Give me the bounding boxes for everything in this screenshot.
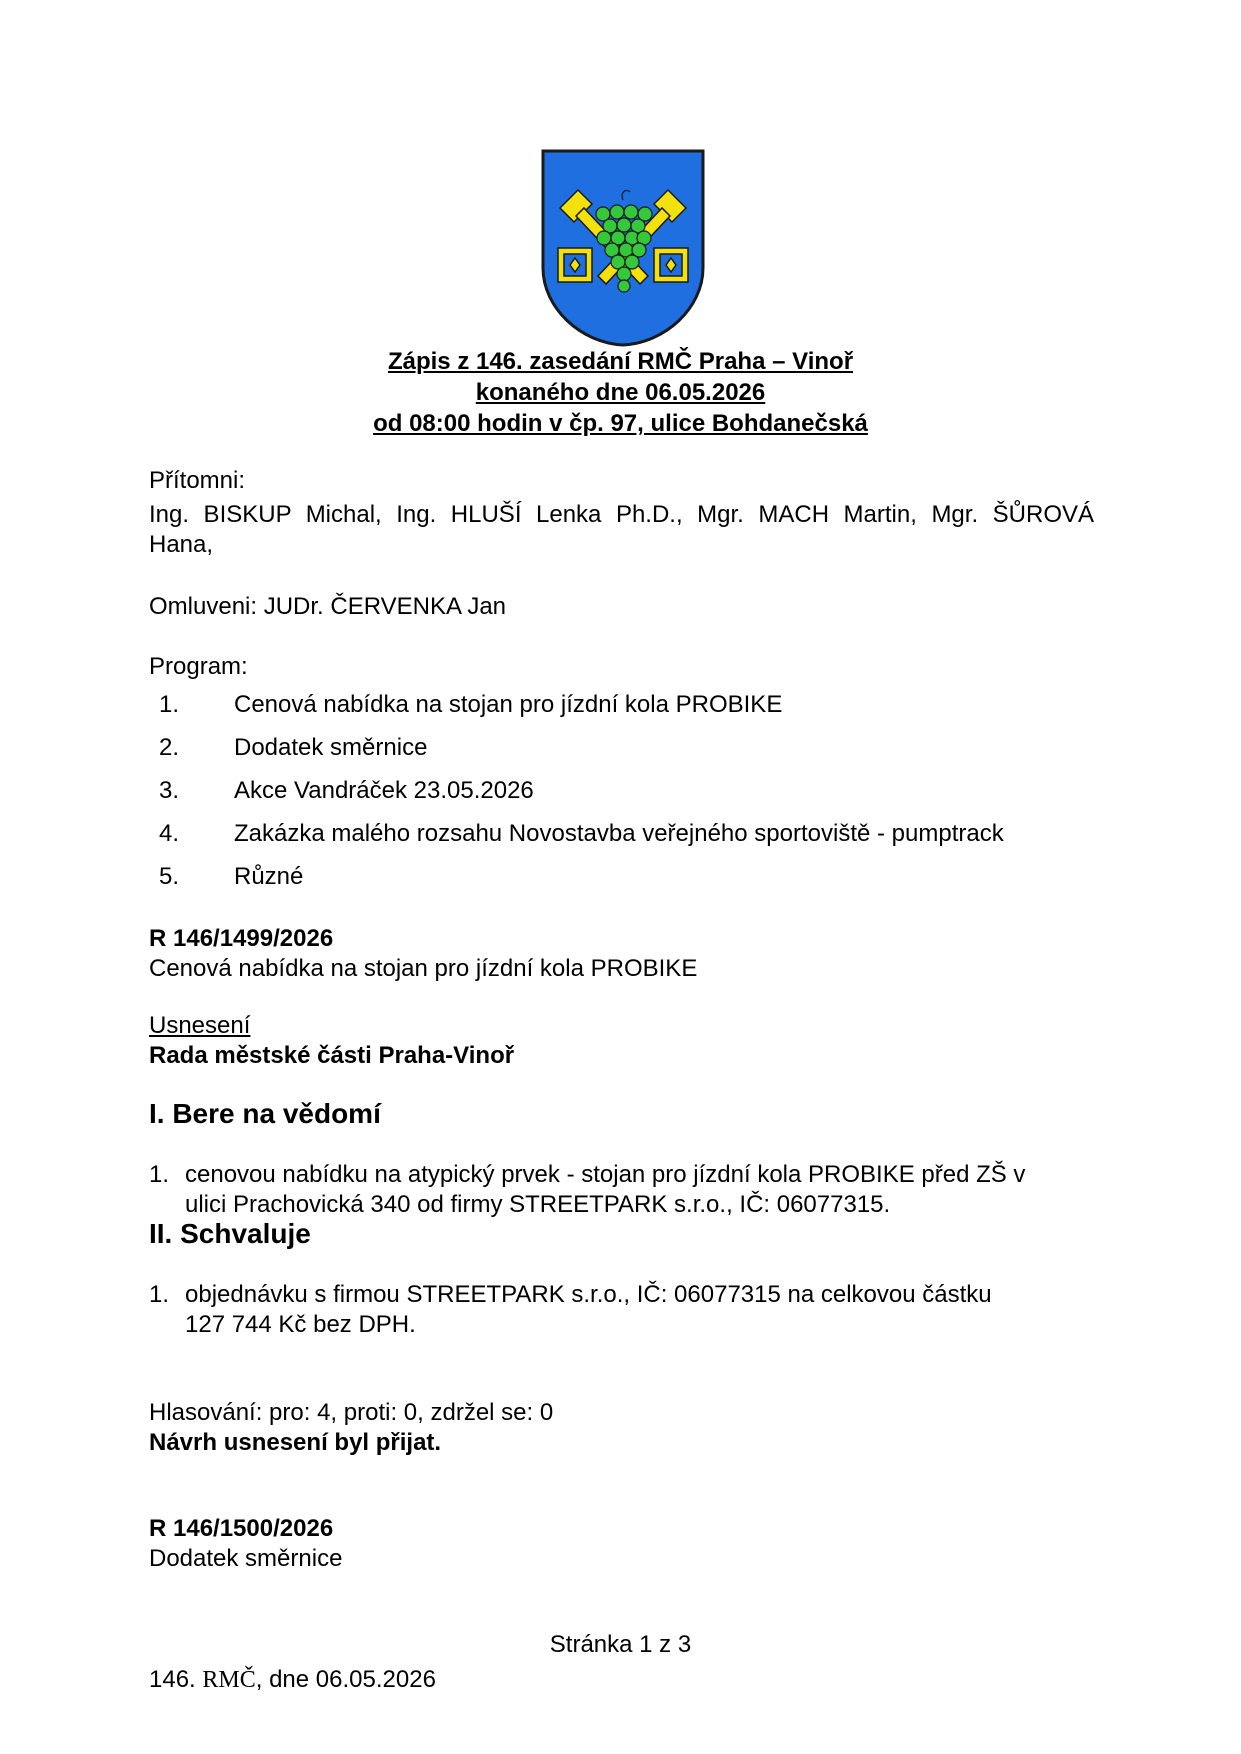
title-line-1: Zápis z 146. zasedání RMČ Praha – Vinoř [387, 348, 854, 375]
resolution-outcome: Návrh usnesení byl přijat. [149, 1429, 442, 1456]
program-item-number: 2. [159, 734, 180, 761]
resolution-number-2: R 146/1500/2026 [149, 1515, 334, 1542]
program-label: Program: [149, 653, 248, 680]
list-item-line-2: ulici Prachovická 340 od firmy STREETPARK s.r.o., IČ: 06077315. [185, 1191, 891, 1218]
resolution-subject-2: Dodatek směrnice [149, 1545, 343, 1572]
list-item-number: 1. [149, 1281, 170, 1308]
resolution-number: R 146/1499/2026 [149, 925, 334, 952]
program-item-number: 3. [159, 777, 180, 804]
section-heading-noted: I. Bere na vědomí [149, 1098, 381, 1129]
council-name: Rada městské části Praha-Vinoř [149, 1042, 515, 1069]
present-names: Ing. BISKUP Michal, Ing. HLUŠÍ Lenka Ph.D., Mgr. MACH Martin, Mgr. ŠŮROVÁ [149, 501, 1094, 528]
footer-rmc: RMČ [202, 1667, 256, 1693]
list-item-number: 1. [149, 1161, 170, 1188]
title-line-3: od 08:00 hodin v čp. 97, ulice Bohdanečská [373, 410, 868, 437]
program-item-number: 5. [159, 863, 180, 890]
coat-of-arms-logo [540, 148, 706, 348]
resolution-subject: Cenová nabídka na stojan pro jízdní kola PROBIKE [149, 955, 698, 982]
excused-members: Omluveni: JUDr. ČERVENKA Jan [149, 593, 507, 620]
program-item-number: 4. [159, 820, 180, 847]
program-item-text: Zakázka malého rozsahu Novostavba veřejného sportoviště - pumptrack [234, 820, 1004, 847]
footer-date: , dne 06.05.2026 [255, 1666, 436, 1693]
program-item-text: Cenová nabídka na stojan pro jízdní kola PROBIKE [234, 691, 783, 718]
footer-meeting-number: 146. [149, 1666, 196, 1693]
footer-meeting-date [149, 1665, 436, 1695]
present-label: Přítomni: [149, 467, 246, 494]
program-item-number: 1. [159, 691, 180, 718]
list-item-line-2: 127 744 Kč bez DPH. [185, 1311, 416, 1338]
program-item-text: Akce Vandráček 23.05.2026 [234, 777, 534, 804]
section-heading-approves: II. Schvaluje [149, 1218, 311, 1249]
program-item-text: Různé [234, 863, 304, 890]
page-number: Stránka 1 z 3 [549, 1631, 692, 1658]
program-item-text: Dodatek směrnice [234, 734, 428, 761]
usneseni-label: Usnesení [149, 1012, 251, 1039]
title-line-2: konaného dne 06.05.2026 [475, 379, 766, 406]
present-names-cont: Hana, [149, 531, 214, 558]
list-item-line-1: cenovou nabídku na atypický prvek - stojan pro jízdní kola PROBIKE před ZŠ v [185, 1161, 1026, 1188]
list-item-line-1: objednávku s firmou STREETPARK s.r.o., IČ: 06077315 na celkovou částku [185, 1281, 992, 1308]
document-title [0, 346, 1241, 439]
vote-result: Hlasování: pro: 4, proti: 0, zdržel se: 0 [149, 1399, 554, 1426]
